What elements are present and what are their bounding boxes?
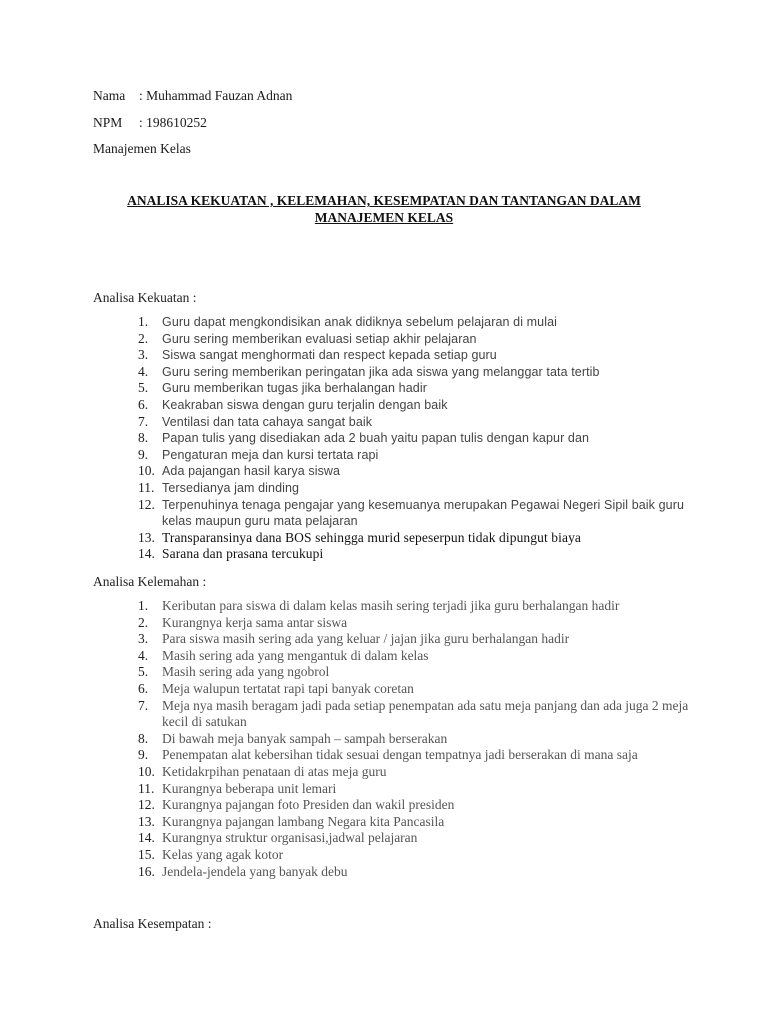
list-item-text: Sarana dan prasana tercukupi xyxy=(162,546,324,562)
list-item-text: Tersedianya jam dinding xyxy=(162,480,300,495)
list-item-number: 10. xyxy=(138,463,155,479)
title-line-1: ANALISA KEKUATAN , KELEMAHAN, KESEMPATAN DAN TANTANGAN DALAM xyxy=(127,193,641,208)
list-item xyxy=(93,781,693,798)
list-item-text: Di bawah meja banyak sampah – sampah berserakan xyxy=(162,730,448,746)
list-item-number: 1. xyxy=(138,598,149,613)
list-item xyxy=(93,648,693,665)
list-item xyxy=(93,681,693,698)
list-item xyxy=(93,331,693,348)
list-item-text: Guru sering memberikan evaluasi setiap akhir pelajaran xyxy=(162,331,477,346)
list-item-number: 13. xyxy=(138,529,155,545)
list-item xyxy=(93,347,693,364)
section-heading-kelemahan: Analisa Kelemahan : xyxy=(93,574,207,589)
list-item-number: 2. xyxy=(138,330,149,346)
list-item-text: Guru dapat mengkondisikan anak didiknya sebelum pelajaran di mulai xyxy=(162,315,558,329)
list-item-number: 11. xyxy=(138,479,155,495)
list-item-text: Keakraban siswa dengan guru terjalin dengan baik xyxy=(162,397,448,412)
list-item xyxy=(93,380,693,397)
list-item-text: Transparansinya dana BOS sehingga murid sepeserpun tidak dipungut biaya xyxy=(162,529,582,545)
list-item xyxy=(93,747,693,764)
list-item-number: 3. xyxy=(138,347,149,363)
list-item xyxy=(93,480,693,497)
section-heading-kesempatan: Analisa Kesempatan : xyxy=(93,916,212,931)
list-item xyxy=(93,615,693,632)
list-item-number: 9. xyxy=(138,446,149,462)
list-item-text: Kurangnya kerja sama antar siswa xyxy=(162,614,348,630)
list-item-number: 6. xyxy=(138,680,149,696)
list-item-number: 3. xyxy=(138,631,149,647)
list-item-number: 2. xyxy=(138,614,149,630)
list-item-text: Keributan para siswa di dalam kelas masih sering terjadi jika guru berhalangan hadir xyxy=(162,598,620,613)
list-item xyxy=(93,463,693,480)
list-item-text: Papan tulis yang disediakan ada 2 buah yaitu papan tulis dengan kapur dan xyxy=(162,431,590,446)
list-item xyxy=(93,430,693,447)
list-item-text: Meja nya masih beragam jadi pada setiap penempatan ada satu meja panjang dan ada juga 2 meja kecil di satukan xyxy=(162,697,689,730)
list-item xyxy=(93,864,693,881)
npm-line xyxy=(93,115,207,131)
list-item-number: 5. xyxy=(138,380,149,396)
list-item-number: 1. xyxy=(138,314,149,329)
list-item-number: 15. xyxy=(138,846,155,862)
section-heading-kekuatan: Analisa Kekuatan : xyxy=(93,290,197,305)
list-item-number: 8. xyxy=(138,730,149,746)
list-item-text: Kurangnya pajangan lambang Negara kita Pancasila xyxy=(162,813,445,829)
list-item-number: 5. xyxy=(138,664,149,680)
list-item-text: Penempatan alat kebersihan tidak sesuai dengan tempatnya jadi berserakan di mana saja xyxy=(162,747,638,763)
course-name: Manajemen Kelas xyxy=(93,141,191,156)
list-item-text: Ventilasi dan tata cahaya sangat baik xyxy=(162,414,373,429)
list-item xyxy=(93,447,693,464)
list-item xyxy=(93,797,693,814)
list-item-text: Guru memberikan tugas jika berhalangan hadir xyxy=(162,381,427,396)
list-item-text: Meja walupun tertatat rapi tapi banyak coretan xyxy=(162,680,414,696)
list-item-text: Ketidakrpihan penataan di atas meja guru xyxy=(162,763,387,779)
kekuatan-list xyxy=(93,314,693,563)
list-item-number: 16. xyxy=(138,863,155,879)
list-item-number: 9. xyxy=(138,747,149,763)
document-title xyxy=(100,192,668,226)
list-item xyxy=(93,814,693,831)
list-item-number: 10. xyxy=(138,763,155,779)
name-line xyxy=(93,88,292,104)
title-line-2: MANAJEMEN KELAS xyxy=(314,210,454,225)
list-item xyxy=(93,764,693,781)
list-item xyxy=(93,731,693,748)
list-item-number: 14. xyxy=(138,830,155,846)
list-item-number: 14. xyxy=(138,546,155,562)
list-item xyxy=(93,847,693,864)
npm-value: : 198610252 xyxy=(139,115,207,130)
list-item-number: 8. xyxy=(138,430,149,446)
list-item-number: 7. xyxy=(138,697,149,713)
list-item-number: 12. xyxy=(138,496,155,512)
list-item xyxy=(93,414,693,431)
list-item-text: Kurangnya beberapa unit lemari xyxy=(162,780,337,796)
list-item xyxy=(93,364,693,381)
list-item-text: Siswa sangat menghormati dan respect kepada setiap guru xyxy=(162,348,497,363)
list-item-number: 7. xyxy=(138,413,149,429)
list-item-text: Masih sering ada yang ngobrol xyxy=(162,664,330,680)
list-item xyxy=(93,546,693,563)
list-item xyxy=(93,631,693,648)
list-item-number: 4. xyxy=(138,647,149,663)
list-item-number: 12. xyxy=(138,797,155,813)
list-item xyxy=(93,664,693,681)
list-item-text: Masih sering ada yang mengantuk di dalam kelas xyxy=(162,647,429,663)
list-item-text: Guru sering memberikan peringatan jika ada siswa yang melanggar tata tertib xyxy=(162,364,600,379)
list-item xyxy=(93,698,693,731)
name-label: Nama xyxy=(93,88,126,103)
list-item-text: Terpenuhinya tenaga pengajar yang kesemuanya merupakan Pegawai Negeri Sipil baik guru kelas maupun guru mata pelajaran xyxy=(162,497,685,529)
list-item xyxy=(93,530,693,547)
kelemahan-list xyxy=(93,598,693,880)
list-item xyxy=(93,397,693,414)
list-item-text: Para siswa masih sering ada yang keluar / jajan jika guru berhalangan hadir xyxy=(162,631,570,647)
list-item-number: 4. xyxy=(138,363,149,379)
list-item-text: Pengaturan meja dan kursi tertata rapi xyxy=(162,447,379,462)
list-item-text: Kurangnya pajangan foto Presiden dan wakil presiden xyxy=(162,797,455,813)
list-item-text: Ada pajangan hasil karya siswa xyxy=(162,464,341,479)
list-item-number: 11. xyxy=(138,780,155,796)
list-item-text: Kurangnya struktur organisasi,jadwal pelajaran xyxy=(162,830,418,846)
list-item xyxy=(93,314,693,331)
list-item xyxy=(93,598,693,615)
list-item-number: 13. xyxy=(138,813,155,829)
list-item-text: Jendela-jendela yang banyak debu xyxy=(162,863,348,879)
name-value: : Muhammad Fauzan Adnan xyxy=(139,88,293,103)
list-item-text: Kelas yang agak kotor xyxy=(162,846,284,862)
list-item-number: 6. xyxy=(138,396,149,412)
list-item xyxy=(93,830,693,847)
npm-label: NPM xyxy=(93,115,123,130)
list-item xyxy=(93,497,693,530)
